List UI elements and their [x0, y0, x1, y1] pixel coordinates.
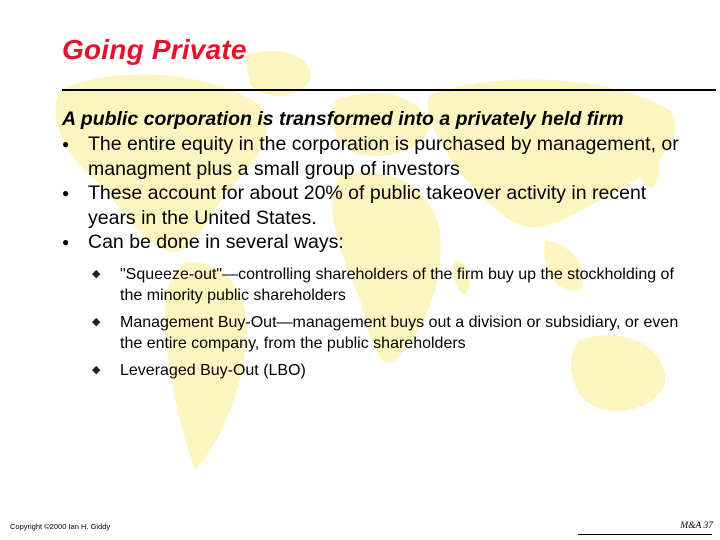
subbullet-item [62, 360, 692, 381]
diamond-bullet-icon: ◆ [92, 363, 101, 376]
lead-statement: A public corporation is transformed into a privately held firm [62, 108, 624, 130]
subbullet-text: Management Buy-Out—management buys out a division or subsidiary, or even the entire company, from the public shareholders [120, 313, 679, 352]
diamond-bullet-icon: ◆ [92, 267, 101, 280]
slide-body [62, 107, 692, 387]
bullet-text: These account for about 20% of public takeover activity in recent years in the United States. [88, 182, 647, 229]
footer-rule [578, 534, 712, 535]
subbullet-text: "Squeeze-out"—controlling shareholders of the firm buy up the stockholding of the minority public shareholders [120, 265, 674, 304]
round-bullet-icon: ● [62, 186, 70, 200]
bullet-text: The entire equity in the corporation is purchased by management, or managment plus a small group of investors [88, 133, 679, 180]
bullet-text: Can be done in several ways: [88, 231, 344, 253]
subbullet-item [62, 264, 692, 306]
slide-title: Going Private [62, 34, 247, 65]
bullet-item [62, 181, 692, 230]
bullet-item [62, 230, 692, 255]
bullet-item [62, 132, 692, 181]
slide-number-footer: M&A 37 [680, 521, 713, 531]
round-bullet-icon: ● [62, 235, 70, 249]
subbullet-text: Leveraged Buy-Out (LBO) [120, 361, 306, 379]
diamond-bullet-icon: ◆ [92, 315, 101, 328]
subbullet-list [62, 264, 692, 381]
title-rule [62, 89, 716, 91]
subbullet-item [62, 312, 692, 354]
copyright-footer: Copyright ©2000 Ian H. Giddy [10, 522, 111, 531]
round-bullet-icon: ● [62, 137, 70, 151]
